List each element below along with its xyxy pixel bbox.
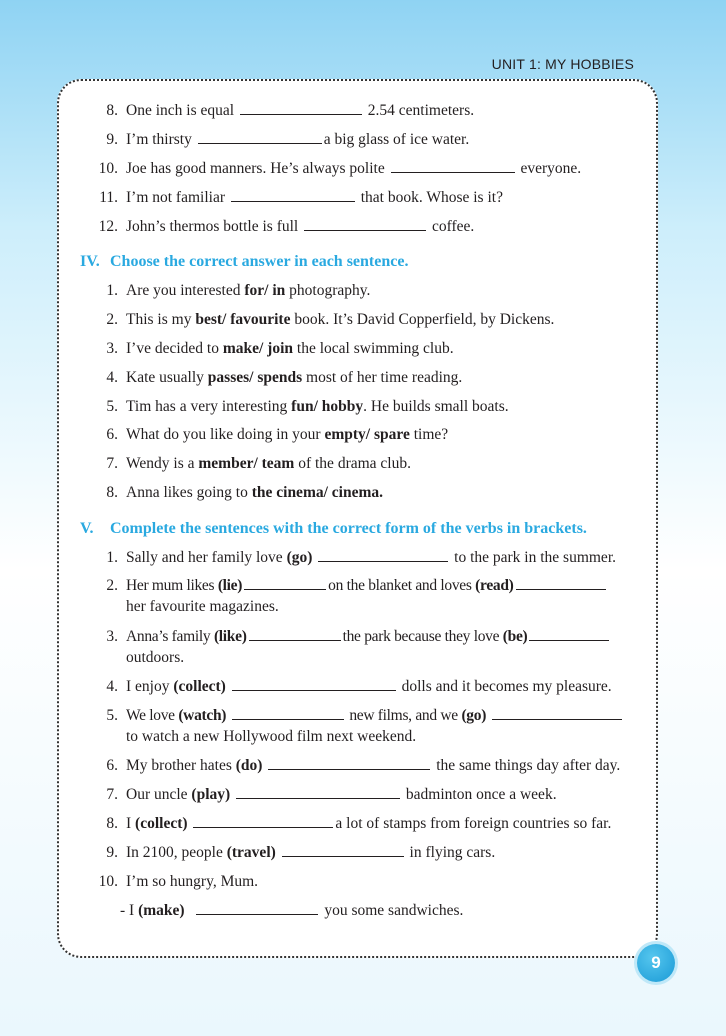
answer-blank[interactable] (249, 627, 341, 641)
verb-hint: (go) (286, 549, 313, 566)
verb-hint: (go) (461, 707, 487, 724)
answer-options[interactable]: fun/ hobby (291, 398, 364, 415)
answer-blank[interactable] (240, 101, 362, 115)
item-text: outdoors. (126, 649, 185, 666)
section-number: IV. (80, 253, 100, 270)
answer-blank[interactable] (232, 706, 344, 720)
verb-hint: (read) (475, 577, 514, 594)
verb-hint: (play) (191, 786, 231, 803)
item-number: 8. (106, 815, 118, 832)
item-text: of the drama club. (294, 455, 411, 472)
answer-options[interactable]: for/ in (244, 282, 286, 299)
item-number: 12. (98, 218, 118, 235)
unit-header: UNIT 1: MY HOBBIES (491, 56, 634, 72)
item-number: 8. (106, 484, 118, 501)
item-number: 7. (106, 455, 118, 472)
item-text: One inch is equal (126, 102, 235, 119)
item-text: that book. Whose is it? (360, 189, 503, 206)
answer-blank[interactable] (236, 785, 400, 799)
item-text: My brother hates (126, 757, 236, 774)
item-text: I (126, 815, 136, 832)
item-text: I enjoy (126, 678, 174, 695)
item-text: to watch a new Hollywood film next weekend. (126, 728, 417, 745)
item-text: I’m so hungry, Mum. (126, 873, 259, 890)
item-text: Her mum likes (126, 577, 218, 594)
item-text: time? (409, 426, 449, 443)
item-number: 8. (106, 102, 118, 119)
item-number: 10. (98, 160, 118, 177)
verb-hint: (make) (138, 902, 185, 919)
item-number: 11. (99, 189, 118, 206)
item-text: I’m thirsty (126, 131, 192, 148)
item-text: you some sandwiches. (324, 902, 464, 919)
item-text: most of her time reading. (302, 369, 463, 386)
item-number: 3. (106, 340, 118, 357)
item-text: 2.54 centimeters. (367, 102, 475, 119)
item-text: What do you like doing in your (126, 426, 325, 443)
item-text: In 2100, people (126, 844, 227, 861)
item-number: 10. (98, 873, 118, 890)
item-number: 5. (106, 398, 118, 415)
section-v-heading (80, 520, 587, 538)
answer-blank[interactable] (492, 706, 622, 720)
answer-blank[interactable] (529, 627, 609, 641)
item-text: photography. (285, 282, 371, 299)
item-text: the park because they love (342, 628, 503, 645)
verb-hint: (travel) (226, 844, 276, 861)
item-text: coffee. (431, 218, 475, 235)
section-number: V. (80, 520, 94, 537)
item-number: 5. (106, 707, 118, 724)
verb-hint: (do) (235, 757, 263, 774)
item-text: Kate usually (126, 369, 208, 386)
item-text: a lot of stamps from foreign countries so far. (335, 815, 612, 832)
item-text: I’m not familiar (126, 189, 225, 206)
answer-options[interactable]: make/ join (222, 340, 294, 357)
verb-hint: (watch) (178, 707, 227, 724)
answer-options[interactable]: the cinema/ cinema. (251, 484, 384, 501)
item-number: 1. (106, 549, 118, 566)
item-text: Joe has good manners. He’s always polite (126, 160, 385, 177)
item-text: her favourite magazines. (126, 598, 279, 615)
item-number: 3. (106, 628, 118, 645)
answer-blank[interactable] (244, 576, 326, 590)
item-text: the same things day after day. (436, 757, 621, 774)
item-text: Wendy is a (126, 455, 199, 472)
verb-hint: (lie) (217, 577, 243, 594)
item-text: everyone. (520, 160, 582, 177)
page-number-badge: 9 (637, 944, 675, 982)
section-iv-heading (80, 253, 408, 271)
item-text: book. It’s David Copperfield, by Dickens. (290, 311, 555, 328)
answer-blank[interactable] (231, 188, 355, 202)
item-text: Our uncle (126, 786, 192, 803)
item-text: John’s thermos bottle is full (126, 218, 299, 235)
verb-hint: (collect) (173, 678, 226, 695)
answer-options[interactable]: member/ team (198, 455, 295, 472)
item-text: - I (120, 902, 139, 919)
answer-options[interactable]: passes/ spends (207, 369, 303, 386)
item-text: We love (126, 707, 179, 724)
item-text: Anna likes going to (126, 484, 252, 501)
answer-blank[interactable] (268, 756, 430, 770)
item-text: I’ve decided to (126, 340, 223, 357)
item-number: 4. (106, 369, 118, 386)
item-text: new films, and we (349, 707, 462, 724)
answer-blank[interactable] (232, 677, 396, 691)
answer-blank[interactable] (193, 814, 333, 828)
item-text: on the blanket and loves (328, 577, 476, 594)
verb-hint: (be) (502, 628, 528, 645)
item-text: This is my (126, 311, 196, 328)
item-text: the local swimming club. (293, 340, 454, 357)
item-text: Sally and her family love (126, 549, 287, 566)
section-title: Complete the sentences with the correct form of the verbs in brackets. (110, 520, 587, 537)
answer-blank[interactable] (516, 576, 606, 590)
section-title: Choose the correct answer in each sentence. (110, 253, 409, 270)
item-number: 1. (106, 282, 118, 299)
item-text: dolls and it becomes my pleasure. (401, 678, 612, 695)
item-text: Are you interested (126, 282, 245, 299)
answer-blank[interactable] (196, 901, 318, 915)
item-text: a big glass of ice water. (323, 131, 470, 148)
item-number: 9. (106, 131, 118, 148)
verb-hint: (collect) (135, 815, 188, 832)
item-text: in flying cars. (409, 844, 496, 861)
item-text: . He builds small boats. (363, 398, 509, 415)
answer-blank[interactable] (304, 217, 426, 231)
answer-blank[interactable] (318, 548, 448, 562)
item-number: 9. (106, 844, 118, 861)
item-text: Anna’s family (126, 628, 214, 645)
item-text: badminton once a week. (405, 786, 557, 803)
item-number: 6. (106, 426, 118, 443)
item-number: 4. (106, 678, 118, 695)
item-number: 7. (106, 786, 118, 803)
answer-blank[interactable] (282, 843, 404, 857)
answer-options[interactable]: best/ favourite (195, 311, 291, 328)
answer-options[interactable]: empty/ spare (324, 426, 410, 443)
item-number: 6. (106, 757, 118, 774)
answer-blank[interactable] (198, 130, 322, 144)
item-text: to the park in the summer. (454, 549, 616, 566)
answer-blank[interactable] (391, 159, 515, 173)
item-number: 2. (106, 311, 118, 328)
verb-hint: (like) (213, 628, 247, 645)
item-text: Tim has a very interesting (126, 398, 292, 415)
item-number: 2. (106, 577, 118, 594)
